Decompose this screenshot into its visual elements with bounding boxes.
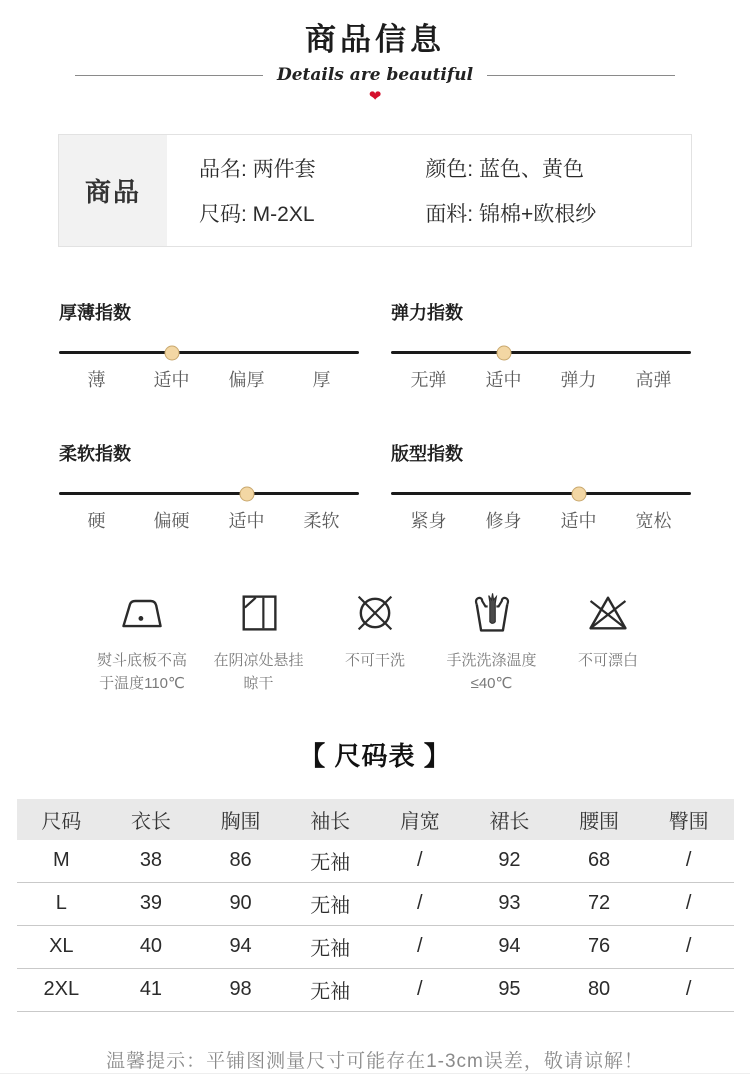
cell: /: [375, 840, 465, 883]
cell: 2XL: [17, 968, 107, 1011]
index-label: 宽松: [635, 511, 672, 531]
index-label: 薄: [87, 370, 106, 390]
care-instructions: [85, 589, 665, 696]
care-item: [318, 589, 432, 696]
index-label: 硬: [87, 511, 106, 531]
index-label: 适中: [485, 370, 522, 390]
cell: XL: [17, 925, 107, 968]
care-item: [551, 589, 665, 696]
cell: 无袖: [285, 840, 375, 883]
index-label: 弹力: [560, 370, 597, 390]
index-label: 厚: [312, 370, 331, 390]
care-caption: 熨斗底板不高 于温度110℃: [96, 652, 187, 693]
index-block-thickness: [59, 299, 359, 392]
cell: 80: [554, 968, 644, 1011]
table-row: [17, 840, 734, 883]
index-labels: [391, 507, 691, 533]
index-title: 弹力指数: [391, 303, 463, 323]
index-labels: [59, 366, 359, 392]
index-labels: [59, 507, 359, 533]
product-info-box: [58, 134, 692, 247]
cell: /: [375, 882, 465, 925]
size-chart-title: 【 尺码表 】: [299, 740, 451, 771]
footer-note: 温馨提示：平铺图测量尺寸可能存在1-3cm误差，敬请谅解！: [106, 1050, 644, 1072]
care-item: [85, 589, 199, 696]
cell: 94: [465, 925, 555, 968]
index-title: 厚薄指数: [59, 303, 131, 323]
size-chart-table: [17, 799, 734, 1012]
care-item: [202, 589, 316, 696]
index-slider: [59, 492, 359, 495]
index-label: 适中: [153, 370, 190, 390]
index-label: 修身: [485, 511, 522, 531]
index-marker: [239, 486, 254, 501]
index-marker: [571, 486, 586, 501]
col-header: 臀围: [644, 799, 734, 840]
index-title: 柔软指数: [59, 444, 131, 464]
index-label: 偏厚: [228, 370, 265, 390]
index-labels: [391, 366, 691, 392]
col-header: 肩宽: [375, 799, 465, 840]
size-chart-header-row: [17, 799, 734, 840]
cell: 72: [554, 882, 644, 925]
index-block-elasticity: [391, 299, 691, 392]
index-label: 适中: [228, 511, 265, 531]
index-label: 柔软: [303, 511, 340, 531]
table-row: [17, 968, 734, 1011]
table-row: [17, 882, 734, 925]
cell: /: [375, 968, 465, 1011]
cell: 95: [465, 968, 555, 1011]
col-header: 腰围: [554, 799, 644, 840]
drip-dry-in-shade-icon: [235, 589, 283, 637]
cell: 98: [196, 968, 286, 1011]
product-label: 商品: [59, 135, 167, 246]
cell: 92: [465, 840, 555, 883]
index-slider: [391, 351, 691, 354]
index-slider: [59, 351, 359, 354]
index-marker: [164, 345, 179, 360]
cell: 38: [106, 840, 196, 883]
index-title: 版型指数: [391, 444, 463, 464]
care-caption: 在阴凉处悬挂 晾干: [213, 652, 304, 693]
col-header: 尺码: [17, 799, 107, 840]
heart-icon: ❤: [368, 88, 382, 105]
index-block-softness: [59, 440, 359, 533]
cell: 41: [106, 968, 196, 1011]
index-section: [59, 299, 691, 533]
index-label: 高弹: [635, 370, 672, 390]
cell: 68: [554, 840, 644, 883]
cell: M: [17, 840, 107, 883]
cell: 76: [554, 925, 644, 968]
col-header: 胸围: [196, 799, 286, 840]
care-caption: 不可干洗: [344, 652, 405, 669]
no-bleach-icon: [584, 589, 632, 637]
care-caption: 手洗洗涤温度 ≤40℃: [446, 652, 537, 693]
divider-line-right: [487, 75, 675, 76]
index-block-fit: [391, 440, 691, 533]
cell: 无袖: [285, 882, 375, 925]
cell: 无袖: [285, 925, 375, 968]
no-dry-clean-icon: [351, 589, 399, 637]
cell: 86: [196, 840, 286, 883]
cell: 39: [106, 882, 196, 925]
index-slider: [391, 492, 691, 495]
index-label: 紧身: [410, 511, 447, 531]
cell: 94: [196, 925, 286, 968]
index-marker: [496, 345, 511, 360]
divider-line-left: [75, 75, 263, 76]
field-size: 尺码: M-2XL: [199, 203, 315, 227]
field-fabric: 面料: 锦棉+欧根纱: [425, 203, 597, 227]
product-fields: [167, 135, 691, 246]
cell: /: [644, 968, 734, 1011]
cell: 90: [196, 882, 286, 925]
subtitle-row: [75, 65, 675, 85]
iron-low-temp-icon: [118, 589, 166, 637]
field-color: 颜色: 蓝色、黄色: [425, 157, 584, 181]
col-header: 袖长: [285, 799, 375, 840]
care-caption: 不可漂白: [577, 652, 638, 669]
cell: 无袖: [285, 968, 375, 1011]
care-item: [435, 589, 549, 696]
index-label: 偏硬: [153, 511, 190, 531]
index-label: 适中: [560, 511, 597, 531]
cell: 40: [106, 925, 196, 968]
subtitle-text: Details are beautiful: [276, 65, 474, 85]
field-name: 品名: 两件套: [199, 157, 316, 181]
page-title: 商品信息: [305, 22, 445, 57]
cell: /: [644, 882, 734, 925]
table-row: [17, 925, 734, 968]
cell: /: [644, 840, 734, 883]
cell: L: [17, 882, 107, 925]
cell: /: [375, 925, 465, 968]
col-header: 衣长: [106, 799, 196, 840]
index-label: 无弹: [410, 370, 447, 390]
hand-wash-icon: [468, 589, 516, 637]
cell: /: [644, 925, 734, 968]
col-header: 裙长: [465, 799, 555, 840]
cell: 93: [465, 882, 555, 925]
